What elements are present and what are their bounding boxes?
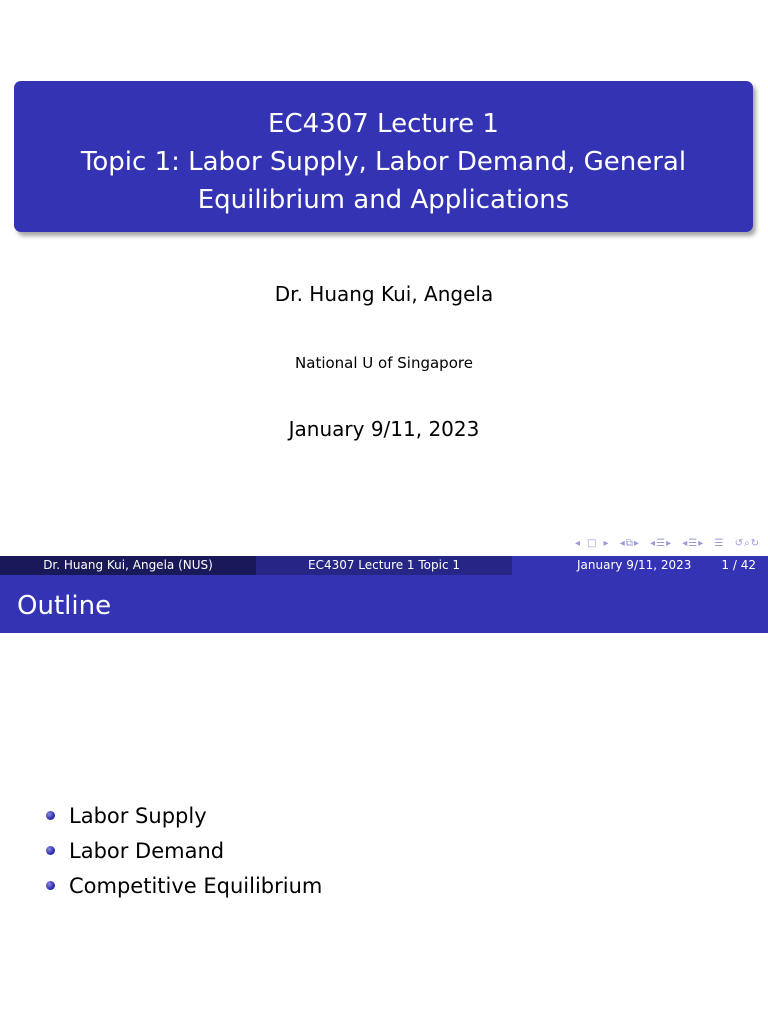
beamer-navigation: [569, 538, 760, 549]
subsubsection-icon[interactable]: ◂☰▸: [682, 538, 705, 549]
author-name: Dr. Huang Kui, Angela: [274, 282, 494, 306]
institute-name: National U of Singapore: [295, 354, 473, 372]
list-item: [46, 868, 322, 903]
section-icon[interactable]: ◂⧉▸: [619, 538, 640, 549]
title-line-2: Topic 1: Labor Supply, Labor Demand, General: [80, 147, 687, 177]
footer-author: Dr. Huang Kui, Angela (NUS): [0, 556, 256, 575]
list-item-label: Labor Supply: [69, 803, 207, 828]
title-line-3: Equilibrium and Applications: [197, 185, 570, 215]
right-arrow-icon[interactable]: ▸: [603, 538, 610, 549]
footer-date: January 9/11, 2023: [577, 558, 692, 572]
bullet-icon: [46, 811, 55, 820]
footer-title: EC4307 Lecture 1 Topic 1: [256, 556, 512, 575]
frame-title: Outline: [0, 575, 768, 633]
footer-page-number: 1 / 42: [721, 558, 756, 572]
title-box: [14, 81, 753, 232]
footer-date-page: [512, 556, 768, 575]
left-arrow-icon[interactable]: ◂: [575, 538, 582, 549]
search-icon[interactable]: ↺⌕↻: [734, 538, 760, 549]
align-icon[interactable]: ☰: [714, 538, 725, 549]
list-item: [46, 798, 322, 833]
list-item: [46, 833, 322, 868]
footer-bar: [0, 556, 768, 575]
list-item-label: Competitive Equilibrium: [69, 873, 323, 898]
lecture-date: January 9/11, 2023: [288, 417, 480, 441]
title-line-1: EC4307 Lecture 1: [268, 109, 499, 139]
subsection-icon[interactable]: ◂☰▸: [650, 538, 673, 549]
frame-icon[interactable]: □: [587, 538, 598, 549]
bullet-icon: [46, 881, 55, 890]
bullet-icon: [46, 846, 55, 855]
list-item-label: Labor Demand: [69, 838, 225, 863]
outline-list: [46, 798, 322, 903]
